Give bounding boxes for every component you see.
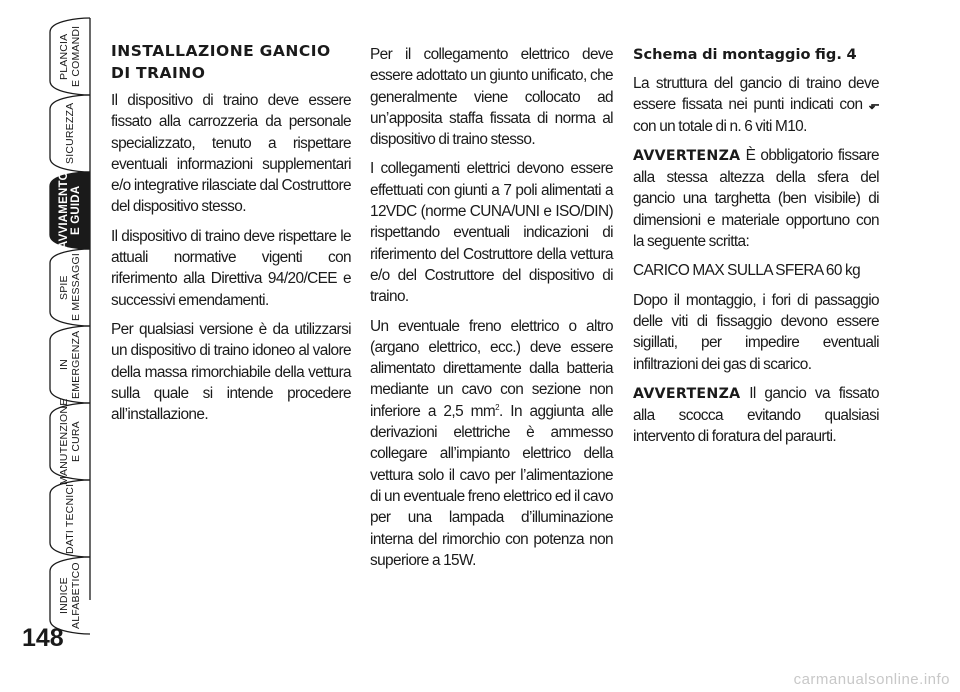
tab-label-7[interactable]: INDICE ALFABETICO: [58, 562, 82, 629]
tab-label-1[interactable]: SICUREZZA: [64, 102, 76, 165]
paragraph-suitability: Per qualsiasi versione è da utilizzarsi un dispositivo di traino idoneo al valore della massa rimorchiabile della vettura sulla quale si intende procedere all’installazione.: [111, 320, 351, 424]
anchor-arrow-icon: ⬐: [868, 97, 879, 113]
paragraph-structure: [633, 73, 879, 137]
paragraph-directive: Il dispositivo di traino deve rispettare le attuali normative vigenti con riferimento alla Direttiva 94/20/CEE e successivi emendamenti.: [111, 227, 351, 309]
paragraph-installer: Il dispositivo di traino deve essere fissato alla carrozzeria da personale specializzato, tenuto a rispettare eventuali informazioni supplementari e/o integrative rilasciate dal Costruttore del dispositivo stesso.: [111, 92, 351, 216]
brake-text-a: Un eventuale freno elettrico o altro (argano elettrico, ecc.) deve essere alimentato direttamente dalla batteria mediante un cavo con sezione non inferiore a 2,5 mm: [370, 317, 613, 420]
tab-label-0[interactable]: PLANCIA E COMANDI: [58, 25, 82, 88]
warning-bumper-text: Il gancio va fissato alla scocca evitando qualsiasi intervento di foratura del paraurti.: [633, 384, 879, 446]
tab-label-3[interactable]: SPIE E MESSAGGI: [58, 253, 82, 322]
section-heading: [111, 40, 351, 84]
warning-bumper: [633, 383, 879, 448]
chapter-tab-strip: [0, 0, 110, 692]
tab-label-6[interactable]: DATI TECNICI: [64, 483, 76, 554]
paragraph-sealing: Dopo il montaggio, i fori di passaggio delle viti di fissaggio devono essere sigillati, per impedire eventuali infiltrazioni dei gas di scarico.: [633, 291, 879, 373]
tab-label-5[interactable]: MANUTENZIONE E CURA: [58, 398, 82, 485]
plate-notice: CARICO MAX SULLA SFERA 60 kg: [633, 262, 861, 280]
column-left: [111, 40, 351, 433]
tab-label-4[interactable]: IN EMERGENZA: [58, 330, 82, 399]
structure-text-b: con un totale di n. 6 viti M10.: [633, 117, 807, 135]
warning-label: AVVERTENZA: [633, 147, 741, 164]
warning-label-2: AVVERTENZA: [633, 385, 741, 402]
warning-plate-text: È obbligatorio fissare alla stessa altezza della sfera del gancio una targhetta (ben visibile) di dimensioni e materiale opportuno con la seguente scritta:: [633, 146, 879, 251]
paragraph-electrical: I collegamenti elettrici devono essere effettuati con giunti a 7 poli alimentati a 12VDC (norme CUNA/UNI e ISO/DIN) rispettando eventuali indicazioni di riferimento del Costruttore della vettura e/o del Costruttore del dispositivo di traino.: [370, 160, 613, 306]
tab-label-2[interactable]: AVVIAMENTO E GUIDA: [58, 171, 82, 250]
brake-text-b: . In aggiunta alle derivazioni elettriche è ammesso collegare all’impianto elettrico della vettura solo il cavo per l’alimentazione di un eventuale freno elettrico ed il cavo per una lampada d’illuminazione interna del rimorchio con potenza non superiore a 15W.: [370, 402, 613, 569]
column-middle: [370, 44, 613, 579]
paragraph-connector: Per il collegamento elettrico deve essere adottato un giunto unificato, che generalmente viene collocato ad un’apposita staffa fissata di norma al dispositivo di traino stesso.: [370, 46, 613, 149]
paragraph-brake: [370, 316, 613, 572]
column-right: [633, 44, 879, 456]
section-heading-line2: DI TRAINO: [111, 64, 206, 82]
structure-text-a: La struttura del gancio di traino deve essere fissata nei punti indicati con: [633, 75, 879, 114]
warning-plate: [633, 145, 879, 252]
watermark: carmanualsonline.info: [793, 671, 950, 688]
page-number: 148: [22, 624, 64, 652]
subsection-heading: Schema di montaggio fig. 4: [633, 46, 857, 63]
section-heading-line1: INSTALLAZIONE GANCIO: [111, 42, 331, 60]
brake-superscript: 2: [495, 402, 499, 412]
